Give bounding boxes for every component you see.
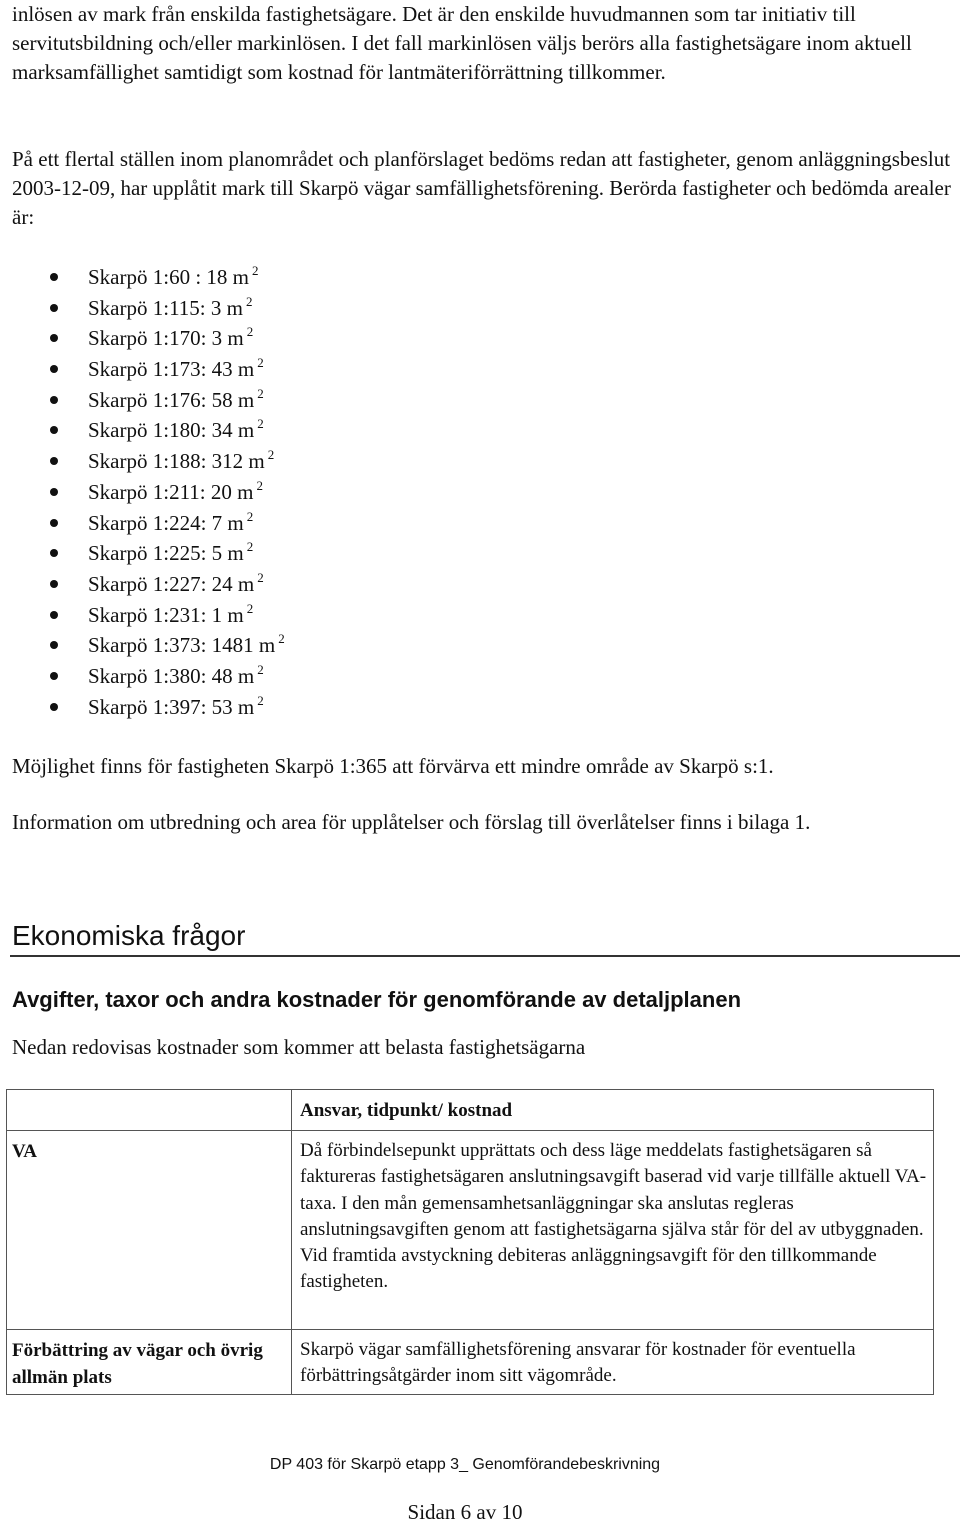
cost-table — [6, 1089, 934, 1395]
bullet-icon — [50, 365, 58, 373]
bullet-icon — [50, 672, 58, 680]
bullet-icon — [50, 426, 58, 434]
list-item-label: Skarpö 1:188: 312 m — [88, 449, 265, 474]
mojlighet-paragraph: Möjlighet finns för fastigheten Skarpö 1:365 att förvärva ett mindre område av Skarpö s:1. — [12, 754, 774, 778]
list-item — [0, 630, 600, 661]
superscript: 2 — [246, 508, 254, 524]
list-item-label: Skarpö 1:373: 1481 m — [88, 633, 276, 658]
superscript: 2 — [257, 385, 264, 401]
list-item — [0, 692, 600, 723]
planomrade-paragraph: På ett flertal ställen inom planområdet och planförslaget bedöms redan att fastigheter, genom anläggningsbeslut 2003-12-09, har upplåtit mark till Skarpö vägar samfällighetsförening. Berörda fastigheter och bedömda arealer är: — [12, 147, 951, 229]
subsection-heading: Avgifter, taxor och andra kostnader för genomförande av detaljplanen — [12, 987, 742, 1012]
footer-document-title: DP 403 för Skarpö etapp 3_ Genomförandebeskrivning — [269, 1456, 661, 1473]
list-item-label: Skarpö 1:211: 20 m — [88, 479, 254, 504]
list-item-label: Skarpö 1:397: 53 m — [88, 694, 255, 719]
footer-page-number: Sidan 6 av 10 — [407, 1500, 523, 1524]
information-paragraph: Information om utbredning och area för upplåtelser och förslag till överlåtelser finns i bilaga 1. — [12, 810, 811, 834]
list-item — [0, 600, 600, 631]
intro-paragraph: inlösen av mark från enskilda fastighetsägare. Det är den enskilde huvudmannen som tar initiativ till servitutsbildning och/eller markinlösen. I det fall markinlösen väljs berörs alla fastighetsägare inom aktuell marksamfällighet samtidigt som kostnad för lantmäteriförrättning tillkommer. — [12, 2, 912, 84]
bullet-icon — [50, 273, 58, 281]
superscript: 2 — [257, 416, 264, 432]
bullet-icon — [50, 549, 58, 557]
list-item — [0, 293, 600, 324]
section-heading: Ekonomiska frågor — [12, 920, 246, 951]
list-item-label: Skarpö 1:231: 1 m — [88, 602, 244, 627]
bullet-icon — [50, 488, 58, 496]
list-item-label: Skarpö 1:176: 58 m — [88, 387, 255, 412]
superscript: 2 — [246, 324, 254, 340]
table-header: Ansvar, tidpunkt/ kostnad — [300, 1100, 513, 1121]
list-item — [0, 569, 600, 600]
bullet-icon — [50, 519, 58, 527]
bullet-icon — [50, 304, 58, 312]
table-row-label-vagar: Förbättring av vägar och övrig allmän plats — [12, 1340, 263, 1388]
superscript: 2 — [257, 692, 264, 708]
superscript: 2 — [252, 263, 259, 278]
table-row-text-vagar: Skarpö vägar samfällighetsförening ansvarar för kostnader för eventuella förbättringsåtgärder inom sitt vägområde. — [300, 1339, 856, 1387]
bullet-icon — [50, 457, 58, 465]
superscript: 2 — [246, 600, 254, 616]
superscript: 2 — [257, 355, 264, 371]
list-item — [0, 323, 600, 354]
superscript: 2 — [257, 569, 264, 585]
bullet-icon — [50, 703, 58, 711]
table-row-label-va: VA — [12, 1141, 37, 1162]
table-row-divider — [7, 1130, 933, 1131]
list-item-label: Skarpö 1:380: 48 m — [88, 663, 255, 688]
superscript: 2 — [278, 631, 285, 647]
superscript: 2 — [256, 477, 263, 493]
list-item — [0, 538, 600, 569]
list-item-label: Skarpö 1:115: 3 m — [88, 295, 243, 320]
list-item-label: Skarpö 1:180: 34 m — [88, 418, 255, 443]
superscript: 2 — [245, 293, 253, 309]
list-item-label: Skarpö 1:227: 24 m — [88, 571, 255, 596]
list-item-label: Skarpö 1:173: 43 m — [88, 357, 255, 382]
list-item-label: Skarpö 1:60 : 18 m — [88, 265, 249, 289]
superscript: 2 — [246, 539, 254, 555]
bullet-icon — [50, 641, 58, 649]
table-column-divider — [291, 1090, 292, 1394]
superscript: 2 — [267, 447, 275, 463]
list-item — [0, 415, 600, 446]
list-item — [0, 262, 600, 293]
section-divider — [10, 955, 960, 957]
superscript: 2 — [257, 661, 264, 677]
bullet-icon — [50, 611, 58, 619]
list-item — [0, 477, 600, 508]
table-row-divider — [7, 1329, 933, 1330]
bullet-icon — [50, 334, 58, 342]
bullet-icon — [50, 580, 58, 588]
list-item — [0, 354, 600, 385]
table-row-text-va: Då förbindelsepunkt upprättats och dess läge meddelats fastighetsägaren så faktureras fastighetsägaren anslutningsavgift baserad vid varje tillfälle aktuell VA-taxa. I den mån gemensamhetsanläggningar ska anslutas regleras anslutningsavgiften genom att fastighetsägarna själva står för del av utbyggnaden. Vid framtida avstyckning debiteras anläggningsavgift för den tillkommande fastigheten. — [300, 1140, 927, 1293]
area-list — [0, 262, 600, 722]
list-item-label: Skarpö 1:225: 5 m — [88, 541, 244, 566]
list-item — [0, 508, 600, 539]
list-item-label: Skarpö 1:224: 7 m — [88, 510, 244, 535]
list-item-label: Skarpö 1:170: 3 m — [88, 326, 244, 351]
list-item — [0, 385, 600, 416]
list-item — [0, 661, 600, 692]
bullet-icon — [50, 396, 58, 404]
nedan-paragraph: Nedan redovisas kostnader som kommer att belasta fastighetsägarna — [12, 1035, 586, 1059]
list-item — [0, 446, 600, 477]
